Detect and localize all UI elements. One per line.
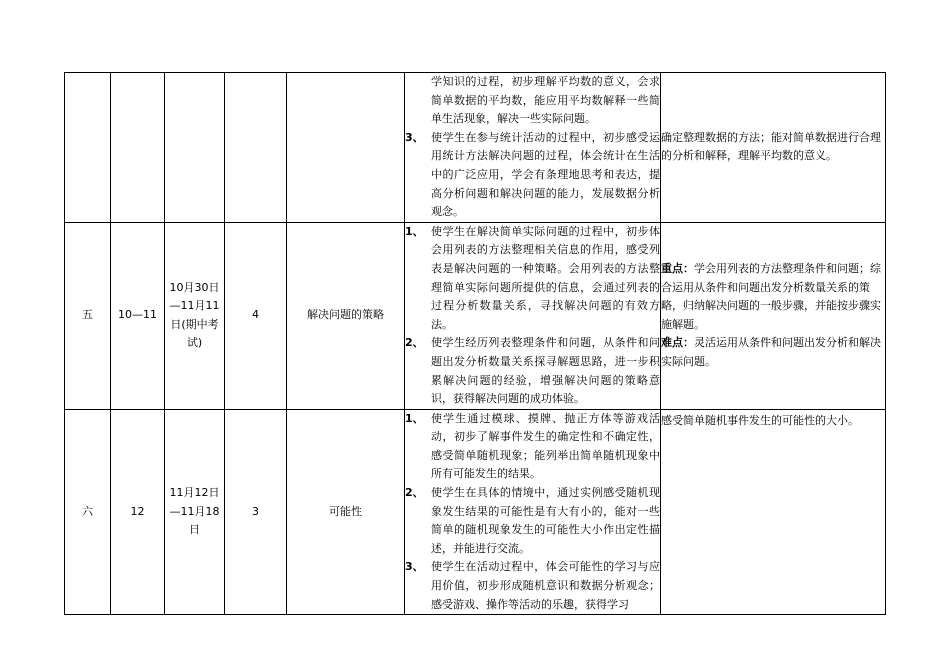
- key-label: 重点：: [661, 261, 694, 275]
- dates-cell: [165, 222, 225, 409]
- objectives-cell: [405, 73, 661, 223]
- objectives-cell: [405, 409, 661, 615]
- table-row: [65, 409, 886, 615]
- key-points-text: 确定整理数据的方法；能对简单数据进行合理的分析和解释，理解平均数的意义。: [661, 130, 881, 163]
- objective-item: [405, 410, 660, 484]
- objective-text: 使学生在解决简单实际问题的过程中，初步体会用列表的方法整理相关信息的作用，感受列表是解决问题的一种策略。会用列表的方法整理简单实际问题所提供的信息，会通过列表的过程分析数量关系，寻找解决问题的有效方法。: [431, 224, 660, 331]
- key-points-cell: [661, 222, 886, 409]
- key-points-text: 感受简单随机事件发生的可能性的大小。: [661, 413, 859, 427]
- dates-cell: [165, 73, 225, 223]
- objective-number: 1、: [405, 224, 424, 238]
- table-row: [65, 222, 886, 409]
- objective-number: 2、: [405, 336, 424, 350]
- hours-cell: 4: [225, 222, 287, 409]
- dates-text: 11月12日—11月18日: [169, 486, 220, 537]
- weeks-cell: 10—11: [111, 222, 165, 409]
- objective-number: 3、: [405, 130, 424, 144]
- key-points-cell: [661, 73, 886, 223]
- objective-continued-text: 学知识的过程，初步理解平均数的意义，会求简单数据的平均数，能应用平均数解释一些简单生活现象，解决一些实际问题。: [431, 75, 660, 126]
- key-text: 学会用列表的方法整理条件和问题；综合运用从条件和问题出发分析数量关系的策略，归纳解决问题的一般步骤，并能按步骤实施解题。: [661, 261, 881, 331]
- dates-text: 10月30日—11月11日(期中考试): [169, 280, 220, 350]
- difficulty-text: [661, 334, 885, 371]
- objective-text: 使学生通过模球、摸牌、抛正方体等游戏活动，初步了解事件发生的确定性和不确定性，感受简单随机现象；能列举出简单随机现象中所有可能发生的结果。: [431, 411, 660, 481]
- topic-cell: 解决问题的策略: [287, 222, 405, 409]
- difficulty-content: 灵活运用从条件和问题出发分析和解决实际问题。: [661, 336, 881, 368]
- unit-cell: 五: [65, 222, 111, 409]
- objective-item: [405, 334, 660, 408]
- hours-cell: 3: [225, 409, 287, 615]
- objective-text: 使学生在具体的情境中，通过实例感受随机现象发生结果的可能性是有大有小的，能对一些简单的随机现象发生的可能性大小作出定性描述，并能进行交流。: [431, 486, 660, 555]
- weeks-cell: 12: [111, 409, 165, 615]
- objective-item: [405, 223, 660, 335]
- table-row: [65, 73, 886, 223]
- unit-cell: [65, 73, 111, 223]
- objective-number: 1、: [405, 411, 424, 425]
- objectives-cell: [405, 222, 661, 409]
- key-points-cell: [661, 409, 886, 615]
- objective-text: 使学生经历列表整理条件和问题，从条件和问题出发分析数量关系探寻解题思路，进一步积累解决问题的经验，增强解决问题的策略意识，获得解决问题的成功体验。: [431, 336, 660, 406]
- unit-cell: 六: [65, 409, 111, 615]
- objective-item: [405, 484, 660, 558]
- objective-number: 2、: [405, 486, 424, 500]
- teaching-plan-table: [64, 72, 886, 615]
- objective-text: 使学生在活动过程中，体会可能性的学习与应用价值，初步形成随机意识和数据分析观念；感受游戏、操作等活动的乐趣，获得学习: [431, 560, 660, 611]
- weeks-cell: [111, 73, 165, 223]
- objective-text: 使学生在参与统计活动的过程中，初步感受运用统计方法解决问题的过程，体会统计在生活中的广泛应用，学会有条理地思考和表达，提高分析问题和解决问题的能力，发展数据分析观念。: [431, 130, 660, 219]
- dates-cell: [165, 409, 225, 615]
- topic-cell: [287, 73, 405, 223]
- topic-cell: 可能性: [287, 409, 405, 615]
- objective-item: [405, 129, 660, 222]
- objective-item: [405, 558, 660, 614]
- objective-number: 3、: [405, 560, 424, 574]
- hours-cell: [225, 73, 287, 223]
- difficulty-label: 难点：: [661, 336, 694, 350]
- key-points-text: [661, 260, 885, 334]
